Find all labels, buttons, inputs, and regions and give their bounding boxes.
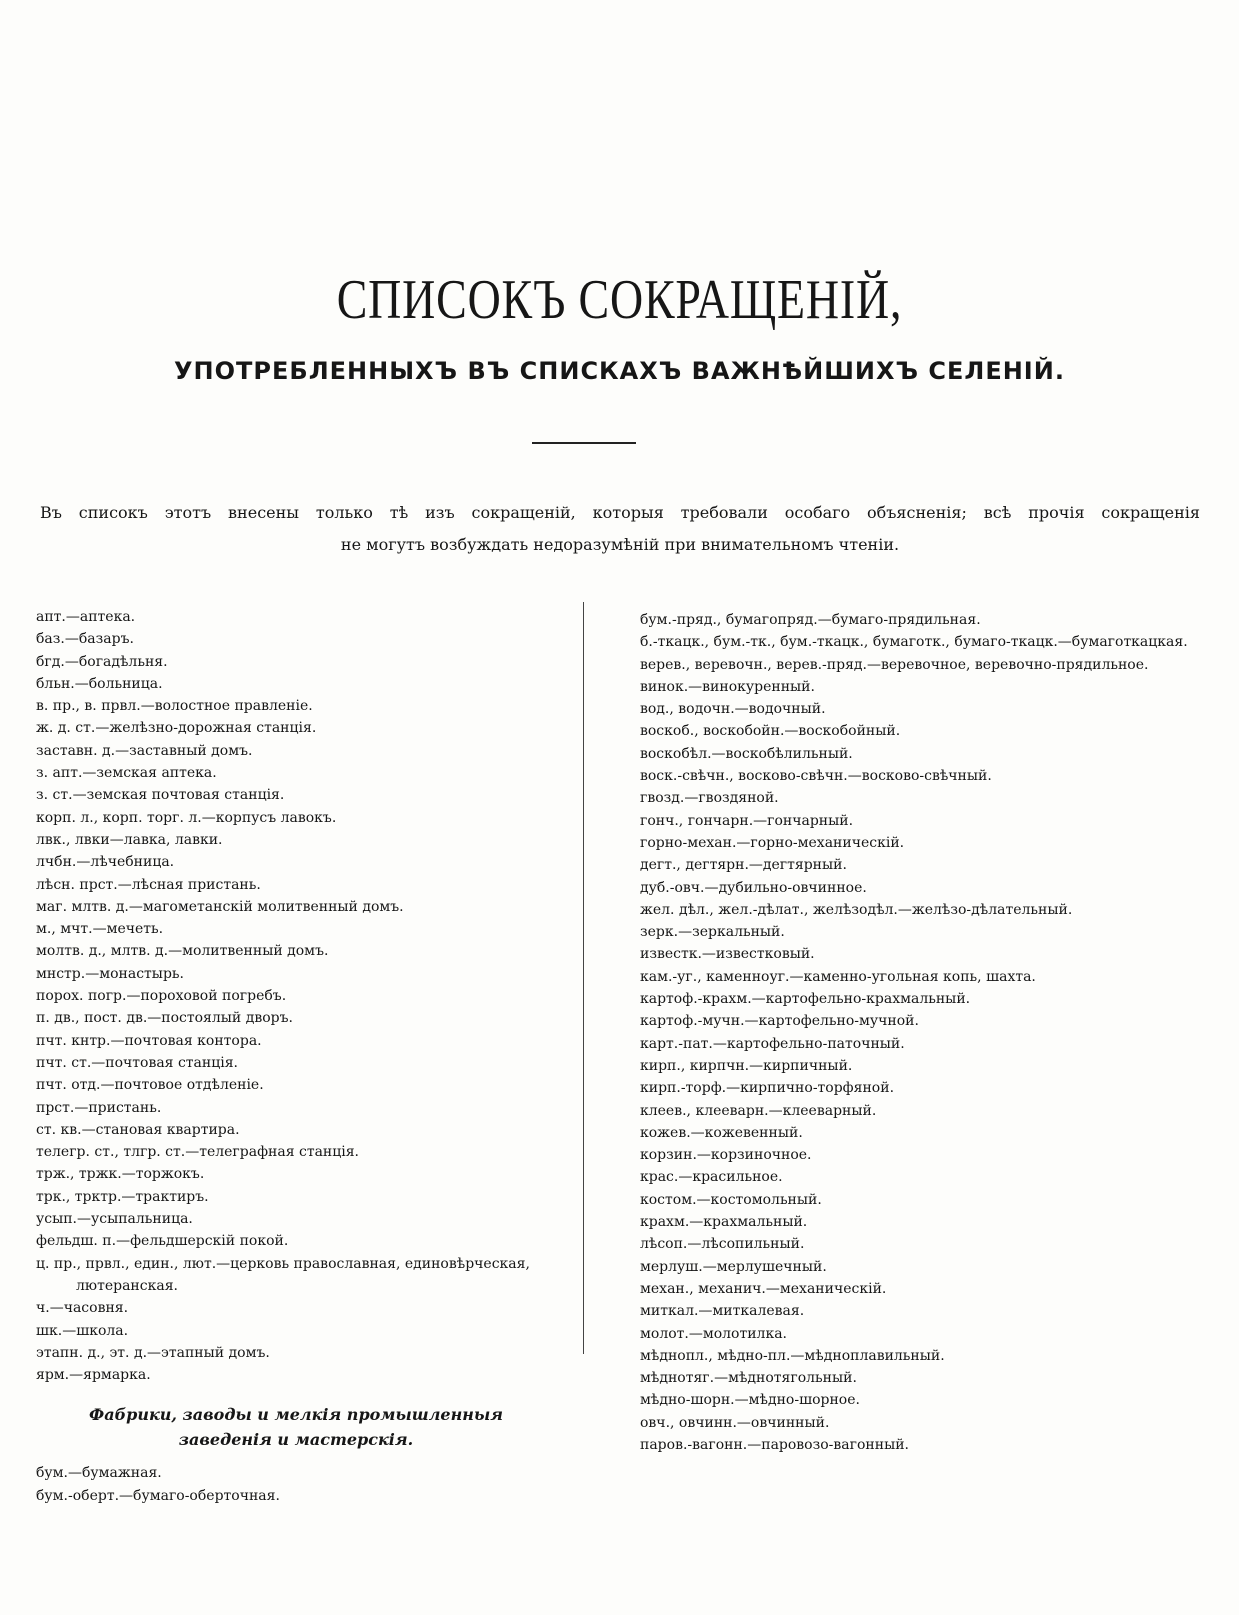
abbreviation-entry: усып.—усыпальница. [36, 1211, 193, 1228]
abbreviation-entry: ц. пр., првл., един., лют.—церковь православная, единовѣрческая, лютеранская. [36, 1255, 530, 1294]
abbreviation-entry: воскобѣл.—воскобѣлильный. [640, 745, 853, 762]
abbreviation-entry: верев., веревочн., верев.-пряд.—веревочное, веревочно-прядильное. [640, 656, 1149, 673]
abbreviation-entry: бгд.—богадѣльня. [36, 653, 168, 670]
abbreviation-entry: маг. млтв. д.—магометанскій молитвенный домъ. [36, 898, 404, 915]
abbreviation-entry: ж. д. ст.—желѣзно-дорожная станція. [36, 720, 317, 737]
abbreviation-entry: бум.-оберт.—бумаго-оберточная. [36, 1487, 280, 1504]
page-subtitle: УПОТРЕБЛЕННЫХЪ ВЪ СПИСКАХЪ ВАЖНѢЙШИХЪ СЕЛЕНІЙ. [174, 357, 1065, 385]
abbreviation-entry: карт.-пат.—картофельно-паточный. [640, 1035, 905, 1052]
abbreviation-entry: з. ст.—земская почтовая станція. [36, 787, 285, 804]
abbreviation-entry: лчбн.—лѣчебница. [36, 854, 175, 871]
abbreviation-entry: молот.—молотилка. [640, 1325, 787, 1342]
abbreviation-entry: корзин.—корзиночное. [640, 1147, 812, 1164]
abbreviation-entry: мѣдно-шорн.—мѣдно-шорное. [640, 1392, 860, 1409]
right-column [640, 609, 1210, 1456]
column-divider [583, 602, 584, 1354]
abbreviation-entry: корп. л., корп. торг. л.—корпусъ лавокъ. [36, 809, 337, 826]
abbreviation-entry: кожев.—кожевенный. [640, 1124, 803, 1141]
abbreviation-entry: механ., механич.—механическій. [640, 1280, 887, 1297]
abbreviation-entry: лвк., лвки—лавка, лавки. [36, 831, 223, 848]
abbreviation-entry: паров.-вагонн.—паровозо-вагонный. [640, 1436, 909, 1453]
abbreviation-entry: кирп.-торф.—кирпично-торфяной. [640, 1080, 895, 1097]
abbreviation-entry: крас.—красильное. [640, 1169, 783, 1186]
abbreviation-entry: винок.—винокуренный. [640, 678, 815, 695]
abbreviation-entry: гвозд.—гвоздяной. [640, 790, 779, 807]
abbreviation-entry: дуб.-овч.—дубильно-овчинное. [640, 879, 867, 896]
abbreviation-entry: клеев., клееварн.—клееварный. [640, 1102, 877, 1119]
abbreviation-entry: заставн. д.—заставный домъ. [36, 742, 253, 759]
abbreviation-entry: трж., тржк.—торжокъ. [36, 1166, 205, 1183]
abbreviation-entry: лѣсн. прст.—лѣсная пристань. [36, 876, 261, 893]
abbreviation-entry: известк.—известковый. [640, 946, 815, 963]
abbreviation-entry: картоф.-крахм.—картофельно-крахмальный. [640, 991, 971, 1008]
abbreviation-entry: овч., овчинн.—овчинный. [640, 1414, 830, 1431]
abbreviation-entry: мѣднотяг.—мѣднотягольный. [640, 1370, 857, 1387]
abbreviation-entry: б.-ткацк., бум.-тк., бум.-ткацк., бумаготк., бумаго-ткацк.—бумаготкацкая. [640, 634, 1188, 651]
abbreviation-entry: з. апт.—земская аптека. [36, 765, 217, 782]
abbreviation-entry: бльн.—больница. [36, 675, 163, 692]
abbreviation-entry: костом.—костомольный. [640, 1191, 822, 1208]
abbreviation-entry: порох. погр.—пороховой погребъ. [36, 988, 287, 1005]
abbreviation-entry: гонч., гончарн.—гончарный. [640, 812, 854, 829]
abbreviation-entry: пчт. кнтр.—почтовая контора. [36, 1032, 262, 1049]
abbreviation-entry: воскоб., воскобойн.—воскобойный. [640, 723, 901, 740]
title-divider [532, 442, 636, 444]
abbreviation-entry: зерк.—зеркальный. [640, 924, 785, 941]
abbreviation-entry: мнстр.—монастырь. [36, 965, 184, 982]
abbreviation-entry: кам.-уг., каменноуг.—каменно-угольная копь, шахта. [640, 968, 1036, 985]
intro-line-1: Въ списокъ этотъ внесены только тѣ изъ сокращеній, которыя требовали особаго объясненія; всѣ прочія сокращенія [40, 503, 1200, 522]
abbreviation-entry: в. пр., в. првл.—волостное правленіе. [36, 698, 313, 715]
abbreviation-entry: картоф.-мучн.—картофельно-мучной. [640, 1013, 919, 1030]
abbreviation-entry: воск.-свѣчн., восково-свѣчн.—восково-свѣчный. [640, 768, 992, 785]
abbreviation-entry: фельдш. п.—фельдшерскій покой. [36, 1233, 289, 1250]
page-title: СПИСОКЪ СОКРАЩЕНІЙ, [336, 269, 903, 331]
abbreviation-entry: прст.—пристань. [36, 1099, 162, 1116]
abbreviation-entry: м., мчт.—мечеть. [36, 921, 164, 938]
intro-paragraph [40, 497, 1200, 561]
abbreviation-entry: жел. дѣл., жел.-дѣлат., желѣзодѣл.—желѣзо-дѣлательный. [640, 901, 1073, 918]
abbreviation-entry: миткал.—миткалевая. [640, 1303, 805, 1320]
abbreviation-entry: шк.—школа. [36, 1322, 129, 1339]
left-column [36, 606, 556, 1507]
abbreviation-entry: телегр. ст., тлгр. ст.—телеграфная станція. [36, 1144, 360, 1161]
intro-line-2: не могутъ возбуждать недоразумѣній при внимательномъ чтеніи. [340, 535, 900, 554]
section-heading: Фабрики, заводы и мелкія промышленныя заведенія и мастерскія. [89, 1405, 503, 1450]
abbreviation-entry: крахм.—крахмальный. [640, 1214, 808, 1231]
abbreviation-entry: лѣсоп.—лѣсопильный. [640, 1236, 805, 1253]
abbreviation-entry: апт.—аптека. [36, 609, 136, 625]
abbreviation-entry: баз.—базаръ. [36, 631, 134, 648]
abbreviation-entry: трк., трктр.—трактиръ. [36, 1188, 209, 1205]
abbreviation-entry: бум.-пряд., бумагопряд.—бумаго-прядильная. [640, 612, 981, 628]
abbreviation-entry: кирп., кирпчн.—кирпичный. [640, 1057, 853, 1074]
abbreviation-entry: п. дв., пост. дв.—постоялый дворъ. [36, 1010, 293, 1027]
abbreviation-entry: пчт. ст.—почтовая станція. [36, 1054, 238, 1071]
abbreviation-entry: ч.—часовня. [36, 1300, 129, 1317]
abbreviation-entry: ярм.—ярмарка. [36, 1367, 151, 1384]
abbreviation-entry: ст. кв.—становая квартира. [36, 1121, 240, 1138]
abbreviation-entry: мерлуш.—мерлушечный. [640, 1258, 827, 1275]
abbreviation-entry: вод., водочн.—водочный. [640, 701, 826, 718]
abbreviation-entry: дегт., дегтярн.—дегтярный. [640, 857, 847, 874]
abbreviation-entry: бум.—бумажная. [36, 1465, 162, 1482]
abbreviation-entry: пчт. отд.—почтовое отдѣленіе. [36, 1077, 264, 1094]
abbreviation-entry: мѣднопл., мѣдно-пл.—мѣдноплавильный. [640, 1347, 945, 1364]
abbreviation-entry: молтв. д., млтв. д.—молитвенный домъ. [36, 943, 329, 960]
abbreviation-entry: горно-механ.—горно-механическій. [640, 834, 905, 851]
abbreviation-entry: этапн. д., эт. д.—этапный домъ. [36, 1344, 270, 1361]
